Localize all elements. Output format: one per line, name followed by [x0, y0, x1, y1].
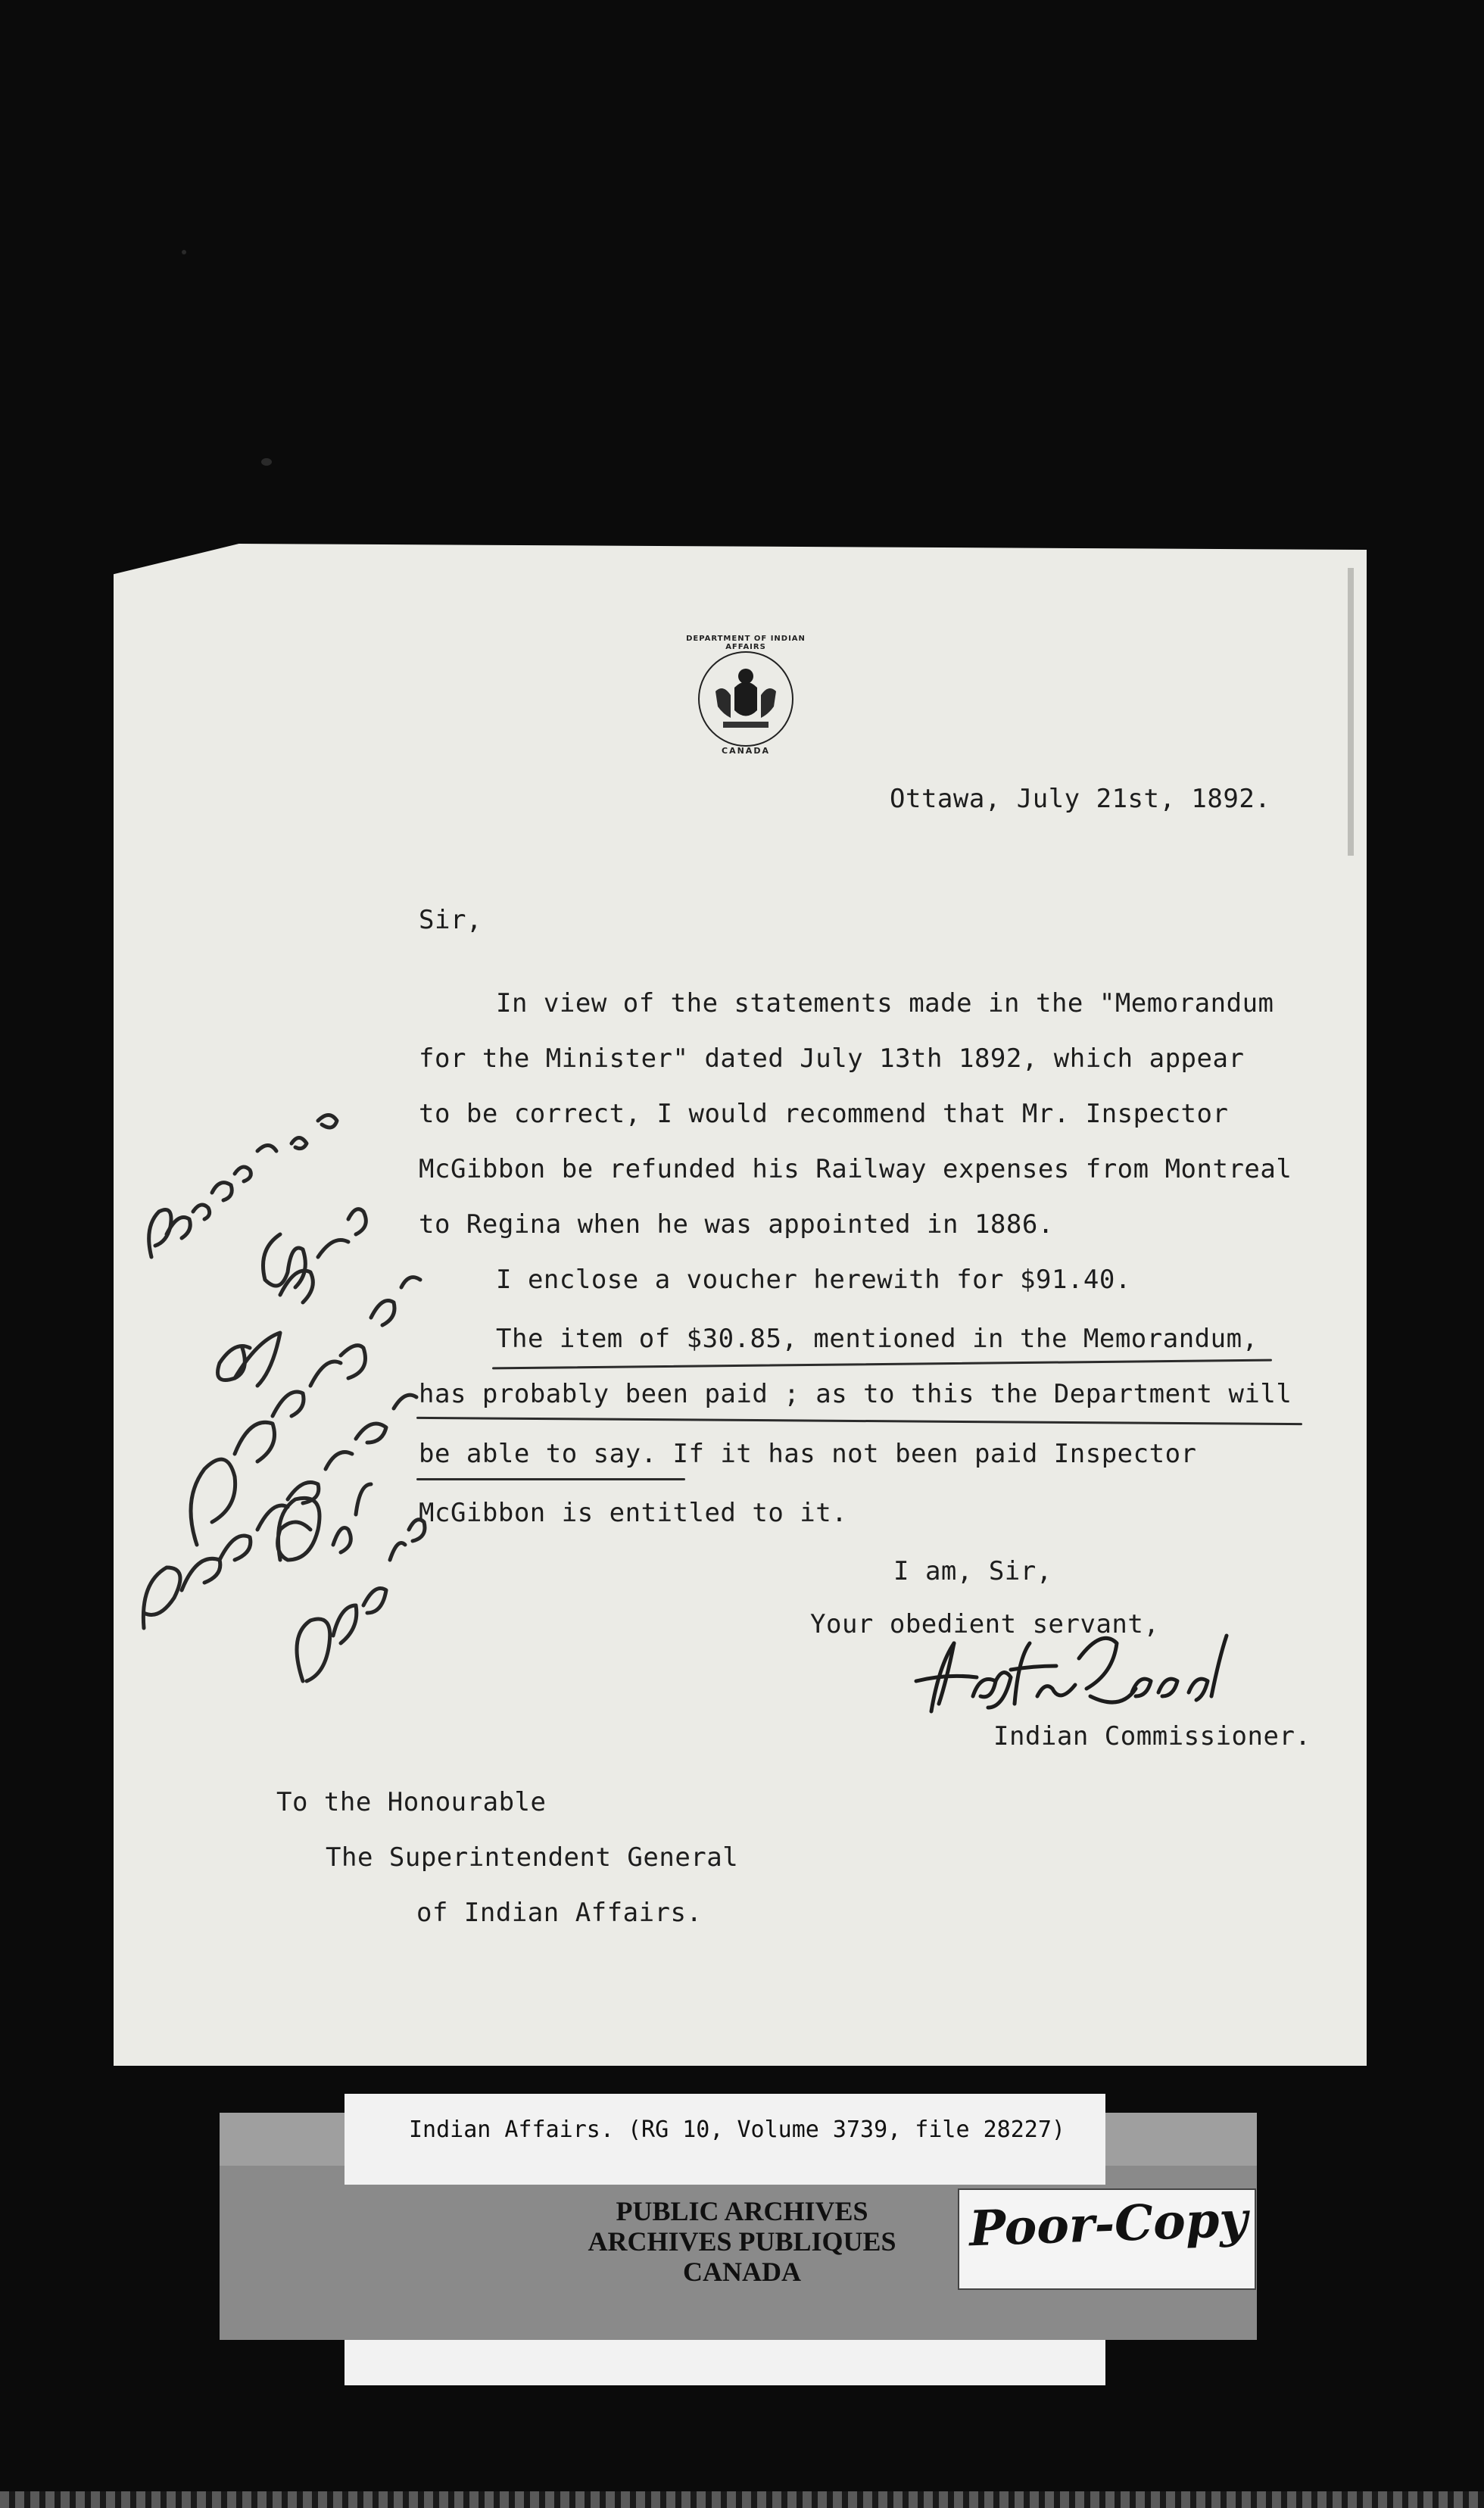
label-bottom — [344, 2340, 1105, 2385]
stamp-line: PUBLIC ARCHIVES — [616, 2196, 868, 2226]
closing-line: Your obedient servant, — [810, 1609, 1160, 1639]
stamp-line: ARCHIVES PUBLIQUES — [588, 2226, 896, 2257]
body-line: has probably been paid ; as to this the Department will — [419, 1379, 1292, 1409]
seal-top-text: DEPARTMENT OF INDIAN AFFAIRS — [686, 635, 806, 651]
film-edge — [0, 2491, 1484, 2508]
poor-copy-note: Poor-Copy — [968, 2191, 1249, 2258]
addressee-line: of Indian Affairs. — [416, 1898, 703, 1928]
body-line: McGibbon is entitled to it. — [419, 1498, 848, 1528]
body-line: I enclose a voucher herewith for $91.40. — [496, 1265, 1131, 1295]
body-line: The item of $30.85, mentioned in the Memorandum, — [496, 1324, 1258, 1354]
public-archives-stamp — [530, 2196, 954, 2287]
signature-title: Indian Commissioner. — [993, 1721, 1311, 1752]
department-seal-icon — [689, 635, 803, 763]
film-speck — [261, 458, 272, 466]
closing-line: I am, Sir, — [893, 1556, 1052, 1586]
body-line: to be correct, I would recommend that Mr. Inspector — [419, 1099, 1229, 1129]
stamp-line: CANADA — [683, 2257, 801, 2287]
addressee-line: To the Honourable — [276, 1787, 547, 1817]
reference-text: Indian Affairs. (RG 10, Volume 3739, file 28227) — [409, 2117, 1065, 2143]
film-speck — [182, 250, 186, 254]
salutation: Sir, — [419, 905, 482, 935]
body-line: be able to say. If it has not been paid Inspector — [419, 1439, 1197, 1469]
letter-date: Ottawa, July 21st, 1892. — [890, 784, 1271, 814]
letter-edge — [1348, 568, 1354, 856]
seal-bottom-text: CANADA — [722, 746, 770, 756]
body-line: to Regina when he was appointed in 1886. — [419, 1209, 1054, 1240]
signature-icon — [901, 1628, 1264, 1719]
addressee-line: The Superintendent General — [326, 1842, 739, 1873]
body-line: McGibbon be refunded his Railway expenses from Montreal — [419, 1154, 1292, 1184]
body-line: for the Minister" dated July 13th 1892, which appear — [419, 1043, 1245, 1074]
body-line: In view of the statements made in the "Memorandum — [496, 988, 1274, 1018]
handwritten-margin-note — [129, 1030, 492, 1757]
